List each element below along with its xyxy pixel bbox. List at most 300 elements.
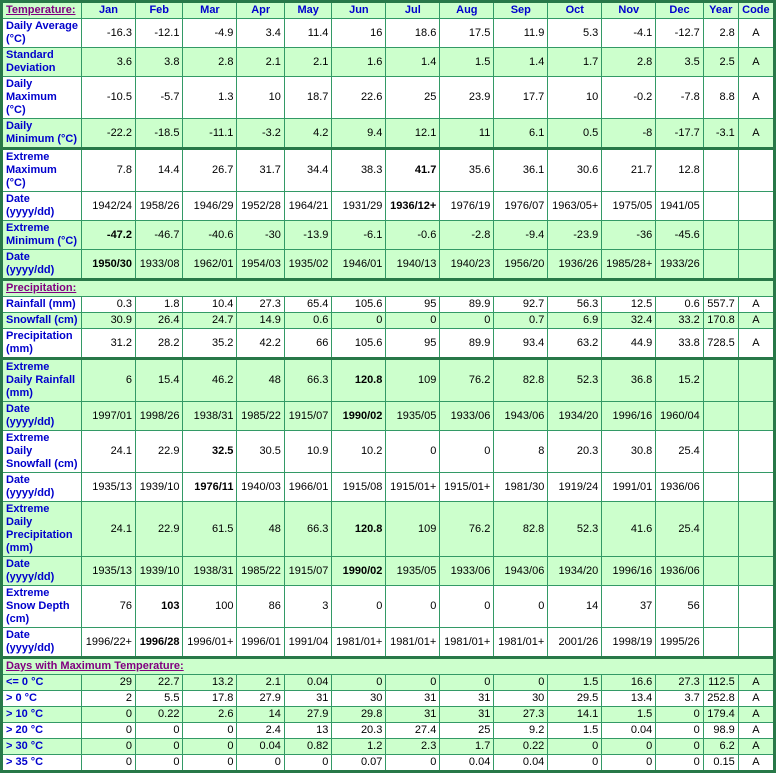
value-cell: 23.9 <box>440 77 494 119</box>
row-label: Standard Deviation <box>2 48 82 77</box>
value-cell: 1915/07 <box>284 557 331 586</box>
value-cell: 1996/28 <box>135 628 182 658</box>
value-cell: 1942/24 <box>82 192 136 221</box>
row-label: > 10 °C <box>2 707 82 723</box>
table-row <box>2 19 775 48</box>
value-cell: 0 <box>135 755 182 772</box>
value-cell: 0 <box>183 723 237 739</box>
value-cell: 0 <box>602 739 656 755</box>
value-cell: 65.4 <box>284 297 331 313</box>
value-cell: 1996/22+ <box>82 628 136 658</box>
value-cell: 1934/20 <box>548 402 602 431</box>
code-cell: A <box>738 675 774 691</box>
value-cell: 0.6 <box>656 297 703 313</box>
value-cell: -10.5 <box>82 77 136 119</box>
code-cell: A <box>738 329 774 359</box>
value-cell: 109 <box>386 359 440 402</box>
value-cell: 0 <box>386 586 440 628</box>
value-cell: 0 <box>494 675 548 691</box>
value-cell: 1915/08 <box>332 473 386 502</box>
value-cell: 0 <box>386 313 440 329</box>
value-cell: 179.4 <box>703 707 738 723</box>
value-cell: 1933/06 <box>440 402 494 431</box>
value-cell: 29 <box>82 675 136 691</box>
value-cell: 1.4 <box>386 48 440 77</box>
value-cell: 76 <box>82 586 136 628</box>
column-header-jan: Jan <box>82 2 136 19</box>
value-cell: 22.9 <box>135 502 182 557</box>
value-cell: 0 <box>548 755 602 772</box>
value-cell: -47.2 <box>82 221 136 250</box>
value-cell: 2.6 <box>183 707 237 723</box>
value-cell: 0 <box>284 755 331 772</box>
row-label: > 35 °C <box>2 755 82 772</box>
value-cell: 1.7 <box>440 739 494 755</box>
value-cell <box>703 221 738 250</box>
value-cell: 0.82 <box>284 739 331 755</box>
value-cell: 76.2 <box>440 359 494 402</box>
value-cell: 13.4 <box>602 691 656 707</box>
value-cell: 41.7 <box>386 149 440 192</box>
value-cell: 14.1 <box>548 707 602 723</box>
value-cell: 24.7 <box>183 313 237 329</box>
value-cell: 0.7 <box>494 313 548 329</box>
value-cell: 0 <box>386 755 440 772</box>
value-cell: 66.3 <box>284 502 331 557</box>
value-cell: 1990/02 <box>332 402 386 431</box>
column-header-mar: Mar <box>183 2 237 19</box>
section-header-row <box>2 280 775 297</box>
code-cell <box>738 628 774 658</box>
value-cell: 2.8 <box>703 19 738 48</box>
value-cell <box>703 473 738 502</box>
value-cell: 1.5 <box>548 723 602 739</box>
value-cell: 1935/05 <box>386 557 440 586</box>
value-cell: 1940/13 <box>386 250 440 280</box>
row-label: Date (yyyy/dd) <box>2 557 82 586</box>
value-cell: 2.8 <box>602 48 656 77</box>
value-cell: 14.9 <box>237 313 284 329</box>
value-cell <box>703 586 738 628</box>
column-header-apr: Apr <box>237 2 284 19</box>
value-cell: 27.9 <box>284 707 331 723</box>
value-cell: -11.1 <box>183 119 237 149</box>
value-cell: 33.8 <box>656 329 703 359</box>
value-cell: 10.2 <box>332 431 386 473</box>
value-cell: 30.5 <box>237 431 284 473</box>
value-cell: 30.8 <box>602 431 656 473</box>
value-cell: 10 <box>237 77 284 119</box>
code-cell <box>738 586 774 628</box>
table-row <box>2 77 775 119</box>
row-label: Daily Minimum (°C) <box>2 119 82 149</box>
row-label: Date (yyyy/dd) <box>2 192 82 221</box>
value-cell: 1996/01+ <box>183 628 237 658</box>
row-label: Daily Maximum (°C) <box>2 77 82 119</box>
value-cell <box>703 502 738 557</box>
value-cell: -22.2 <box>82 119 136 149</box>
value-cell: 26.4 <box>135 313 182 329</box>
value-cell: 56.3 <box>548 297 602 313</box>
value-cell: -2.8 <box>440 221 494 250</box>
value-cell: -36 <box>602 221 656 250</box>
value-cell: 1935/13 <box>82 473 136 502</box>
value-cell: 1996/16 <box>602 557 656 586</box>
value-cell: 10.9 <box>284 431 331 473</box>
row-label: Extreme Snow Depth (cm) <box>2 586 82 628</box>
value-cell: 1996/16 <box>602 402 656 431</box>
value-cell: 63.2 <box>548 329 602 359</box>
section-header-days-with-maximum-temperature[interactable]: Days with Maximum Temperature: <box>2 658 775 675</box>
code-cell <box>738 221 774 250</box>
row-label: Daily Average (°C) <box>2 19 82 48</box>
value-cell: 52.3 <box>548 359 602 402</box>
value-cell: 3.4 <box>237 19 284 48</box>
value-cell: 93.4 <box>494 329 548 359</box>
value-cell: 0 <box>183 755 237 772</box>
value-cell: 1960/04 <box>656 402 703 431</box>
value-cell: 0.07 <box>332 755 386 772</box>
value-cell: -0.6 <box>386 221 440 250</box>
value-cell: 1936/26 <box>548 250 602 280</box>
value-cell: 32.4 <box>602 313 656 329</box>
value-cell: 42.2 <box>237 329 284 359</box>
value-cell: 3.7 <box>656 691 703 707</box>
value-cell: 22.9 <box>135 431 182 473</box>
value-cell: 1981/01+ <box>386 628 440 658</box>
table-row <box>2 221 775 250</box>
value-cell: 1936/06 <box>656 557 703 586</box>
code-cell: A <box>738 691 774 707</box>
value-cell: 11.4 <box>284 19 331 48</box>
row-label: Extreme Maximum (°C) <box>2 149 82 192</box>
value-cell: 6.1 <box>494 119 548 149</box>
value-cell: 0 <box>656 755 703 772</box>
value-cell: 9.2 <box>494 723 548 739</box>
value-cell: 1943/06 <box>494 402 548 431</box>
value-cell: 1938/31 <box>183 557 237 586</box>
value-cell: 2.4 <box>237 723 284 739</box>
value-cell: 0 <box>440 586 494 628</box>
value-cell: 1985/22 <box>237 402 284 431</box>
value-cell: 0.04 <box>494 755 548 772</box>
value-cell: 1935/13 <box>82 557 136 586</box>
value-cell: 21.7 <box>602 149 656 192</box>
value-cell: 1963/05+ <box>548 192 602 221</box>
value-cell: 15.4 <box>135 359 182 402</box>
column-header-jul: Jul <box>386 2 440 19</box>
value-cell: -5.7 <box>135 77 182 119</box>
value-cell: 7.8 <box>82 149 136 192</box>
value-cell: 0.22 <box>135 707 182 723</box>
value-cell: 0 <box>602 755 656 772</box>
value-cell: 0 <box>656 739 703 755</box>
value-cell: 3.8 <box>135 48 182 77</box>
value-cell: 16 <box>332 19 386 48</box>
value-cell: 14.4 <box>135 149 182 192</box>
value-cell: 0 <box>656 707 703 723</box>
value-cell: -7.8 <box>656 77 703 119</box>
value-cell: 0.04 <box>602 723 656 739</box>
value-cell: 36.8 <box>602 359 656 402</box>
value-cell: -18.5 <box>135 119 182 149</box>
value-cell: 1991/01 <box>602 473 656 502</box>
value-cell: 17.5 <box>440 19 494 48</box>
value-cell: 15.2 <box>656 359 703 402</box>
value-cell: 1998/19 <box>602 628 656 658</box>
table-row <box>2 691 775 707</box>
value-cell: 1.2 <box>332 739 386 755</box>
column-header-aug: Aug <box>440 2 494 19</box>
table-row <box>2 707 775 723</box>
value-cell: 29.5 <box>548 691 602 707</box>
value-cell: 48 <box>237 502 284 557</box>
table-row <box>2 250 775 280</box>
table-row <box>2 119 775 149</box>
row-label: > 30 °C <box>2 739 82 755</box>
value-cell: 1958/26 <box>135 192 182 221</box>
value-cell: 2.1 <box>237 48 284 77</box>
value-cell: 1939/10 <box>135 473 182 502</box>
value-cell: 48 <box>237 359 284 402</box>
value-cell: 14 <box>548 586 602 628</box>
value-cell: 0.04 <box>284 675 331 691</box>
value-cell: 5.3 <box>548 19 602 48</box>
value-cell: 14 <box>237 707 284 723</box>
value-cell: 0.3 <box>82 297 136 313</box>
value-cell: 112.5 <box>703 675 738 691</box>
value-cell: 0 <box>135 739 182 755</box>
value-cell: 2.8 <box>183 48 237 77</box>
value-cell: 0 <box>82 755 136 772</box>
column-header-oct: Oct <box>548 2 602 19</box>
value-cell: -8 <box>602 119 656 149</box>
value-cell: 44.9 <box>602 329 656 359</box>
value-cell: 8 <box>494 431 548 473</box>
value-cell: 1915/01+ <box>440 473 494 502</box>
code-cell <box>738 359 774 402</box>
value-cell: 1997/01 <box>82 402 136 431</box>
code-cell <box>738 473 774 502</box>
value-cell: 22.6 <box>332 77 386 119</box>
value-cell: 0.15 <box>703 755 738 772</box>
row-label: Date (yyyy/dd) <box>2 473 82 502</box>
value-cell: 30.6 <box>548 149 602 192</box>
value-cell: 95 <box>386 329 440 359</box>
value-cell <box>703 628 738 658</box>
value-cell: 31 <box>386 691 440 707</box>
row-label: > 0 °C <box>2 691 82 707</box>
value-cell: 27.3 <box>656 675 703 691</box>
value-cell: 557.7 <box>703 297 738 313</box>
table-row <box>2 628 775 658</box>
value-cell: 728.5 <box>703 329 738 359</box>
value-cell: 120.8 <box>332 502 386 557</box>
value-cell: 0 <box>494 586 548 628</box>
code-cell: A <box>738 19 774 48</box>
value-cell: 31 <box>440 691 494 707</box>
value-cell: 1938/31 <box>183 402 237 431</box>
value-cell: -9.4 <box>494 221 548 250</box>
code-cell <box>738 402 774 431</box>
value-cell: 31 <box>284 691 331 707</box>
value-cell: 0 <box>386 431 440 473</box>
value-cell: 1975/05 <box>602 192 656 221</box>
value-cell: -6.1 <box>332 221 386 250</box>
value-cell <box>703 149 738 192</box>
value-cell: 0 <box>548 739 602 755</box>
section-header-precipitation[interactable]: Precipitation: <box>2 280 775 297</box>
value-cell: 27.9 <box>237 691 284 707</box>
value-cell: 8.8 <box>703 77 738 119</box>
value-cell: 12.5 <box>602 297 656 313</box>
table-row <box>2 359 775 402</box>
value-cell: 0 <box>135 723 182 739</box>
value-cell: 1.7 <box>548 48 602 77</box>
code-cell <box>738 431 774 473</box>
column-header-year: Year <box>703 2 738 19</box>
value-cell: 30 <box>332 691 386 707</box>
value-cell: 1.5 <box>548 675 602 691</box>
section-header-temperature[interactable]: Temperature: <box>2 2 82 19</box>
value-cell: 1946/29 <box>183 192 237 221</box>
value-cell: 2.1 <box>284 48 331 77</box>
value-cell: 0 <box>82 723 136 739</box>
table-row <box>2 329 775 359</box>
value-cell: -13.9 <box>284 221 331 250</box>
value-cell: 1976/19 <box>440 192 494 221</box>
value-cell: 1.5 <box>602 707 656 723</box>
value-cell: 25 <box>440 723 494 739</box>
value-cell: 66 <box>284 329 331 359</box>
code-cell: A <box>738 755 774 772</box>
value-cell: 82.8 <box>494 359 548 402</box>
value-cell: 1976/11 <box>183 473 237 502</box>
value-cell <box>703 402 738 431</box>
value-cell: 4.2 <box>284 119 331 149</box>
value-cell: 98.9 <box>703 723 738 739</box>
value-cell: 103 <box>135 586 182 628</box>
table-row <box>2 192 775 221</box>
value-cell: 1966/01 <box>284 473 331 502</box>
value-cell: 1985/22 <box>237 557 284 586</box>
table-row <box>2 313 775 329</box>
value-cell: 1981/30 <box>494 473 548 502</box>
value-cell: 1.5 <box>440 48 494 77</box>
code-cell <box>738 250 774 280</box>
value-cell: 46.2 <box>183 359 237 402</box>
value-cell: 1950/30 <box>82 250 136 280</box>
value-cell: 0 <box>440 675 494 691</box>
value-cell: 76.2 <box>440 502 494 557</box>
value-cell: 3 <box>284 586 331 628</box>
table-row <box>2 675 775 691</box>
table-row <box>2 739 775 755</box>
value-cell: -23.9 <box>548 221 602 250</box>
code-cell: A <box>738 48 774 77</box>
value-cell: 1976/07 <box>494 192 548 221</box>
row-label: Date (yyyy/dd) <box>2 628 82 658</box>
code-cell: A <box>738 723 774 739</box>
value-cell: 0.22 <box>494 739 548 755</box>
value-cell: 89.9 <box>440 329 494 359</box>
value-cell: 12.1 <box>386 119 440 149</box>
value-cell: 1935/05 <box>386 402 440 431</box>
value-cell: 20.3 <box>332 723 386 739</box>
value-cell: -17.7 <box>656 119 703 149</box>
value-cell: 25 <box>386 77 440 119</box>
value-cell: 66.3 <box>284 359 331 402</box>
value-cell: 18.7 <box>284 77 331 119</box>
value-cell: 27.3 <box>237 297 284 313</box>
value-cell: 27.4 <box>386 723 440 739</box>
value-cell: 3.5 <box>656 48 703 77</box>
value-cell: 2.1 <box>237 675 284 691</box>
row-label: Date (yyyy/dd) <box>2 402 82 431</box>
table-row <box>2 502 775 557</box>
value-cell: 0.04 <box>440 755 494 772</box>
value-cell: 1.4 <box>494 48 548 77</box>
value-cell: 17.8 <box>183 691 237 707</box>
value-cell: 9.4 <box>332 119 386 149</box>
value-cell: 61.5 <box>183 502 237 557</box>
value-cell: 1936/06 <box>656 473 703 502</box>
value-cell: 100 <box>183 586 237 628</box>
table-row <box>2 473 775 502</box>
table-row <box>2 557 775 586</box>
value-cell: 1.6 <box>332 48 386 77</box>
table-row <box>2 723 775 739</box>
value-cell: 24.1 <box>82 502 136 557</box>
value-cell: 2.3 <box>386 739 440 755</box>
climate-table-body <box>2 2 775 772</box>
value-cell <box>703 250 738 280</box>
code-cell <box>738 192 774 221</box>
value-cell: -12.1 <box>135 19 182 48</box>
value-cell: 35.2 <box>183 329 237 359</box>
value-cell: -4.1 <box>602 19 656 48</box>
row-label: Extreme Daily Precipitation (mm) <box>2 502 82 557</box>
value-cell: 25.4 <box>656 502 703 557</box>
column-header-code: Code <box>738 2 774 19</box>
value-cell: 30 <box>494 691 548 707</box>
value-cell: 10.4 <box>183 297 237 313</box>
value-cell: -3.2 <box>237 119 284 149</box>
value-cell: -30 <box>237 221 284 250</box>
column-header-dec: Dec <box>656 2 703 19</box>
code-cell: A <box>738 707 774 723</box>
value-cell: 1931/29 <box>332 192 386 221</box>
value-cell: 1.3 <box>183 77 237 119</box>
row-label: Snowfall (cm) <box>2 313 82 329</box>
value-cell: 109 <box>386 502 440 557</box>
value-cell: 13 <box>284 723 331 739</box>
value-cell: 1962/01 <box>183 250 237 280</box>
value-cell: 1933/08 <box>135 250 182 280</box>
value-cell: 1943/06 <box>494 557 548 586</box>
value-cell: 30.9 <box>82 313 136 329</box>
table-row <box>2 48 775 77</box>
table-row <box>2 586 775 628</box>
value-cell: 0 <box>440 313 494 329</box>
value-cell: 0 <box>386 675 440 691</box>
value-cell: -12.7 <box>656 19 703 48</box>
value-cell <box>703 192 738 221</box>
value-cell: 0 <box>183 739 237 755</box>
value-cell: 1933/26 <box>656 250 703 280</box>
value-cell: 95 <box>386 297 440 313</box>
value-cell: 6.2 <box>703 739 738 755</box>
